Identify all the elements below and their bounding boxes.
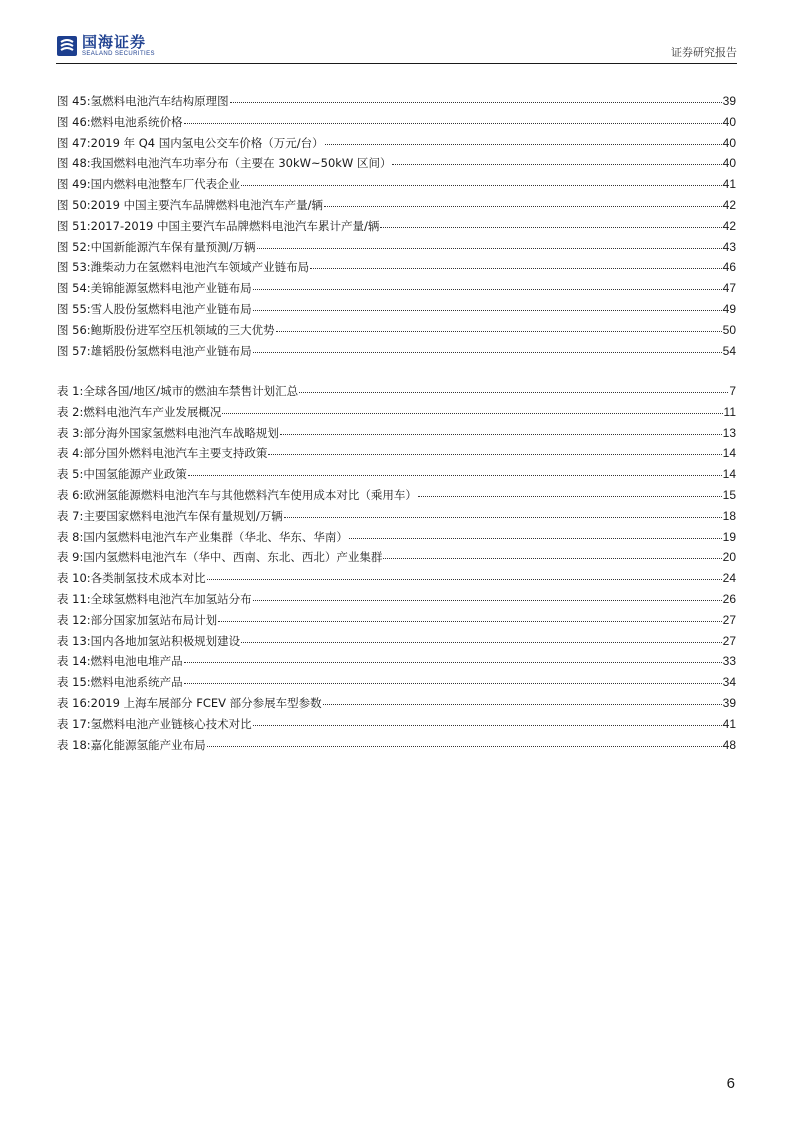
toc-entry-title: 氢燃料电池汽车结构原理图: [90, 94, 229, 108]
toc-entry-title: 2019 中国主要汽车品牌燃料电池汽车产量/辆: [90, 197, 323, 212]
table-toc-entry[interactable]: [57, 527, 736, 548]
toc-entry-title: 燃料电池汽车产业发展概况: [83, 404, 222, 419]
toc-entry-page: 47: [722, 281, 736, 296]
page-number: 6: [726, 1075, 735, 1092]
toc-entry-label: 图 50:: [57, 197, 91, 212]
toc-entry-page: 42: [722, 197, 736, 212]
table-toc-entry[interactable]: [57, 610, 736, 631]
dot-leader: [230, 101, 722, 103]
table-toc-entry[interactable]: [57, 714, 736, 735]
table-toc-entry[interactable]: [57, 423, 736, 444]
dot-leader: [268, 453, 721, 455]
toc-entry-title: 燃料电池系统产品: [90, 675, 183, 690]
table-toc-entry[interactable]: [57, 589, 736, 610]
toc-entry-title: 2019 上海车展部分 FCEV 部分参展车型参数: [90, 695, 322, 710]
toc-entry-title: 燃料电池电堆产品: [90, 654, 183, 669]
toc-entry-title: 鲍斯股份进军空压机领域的三大优势: [90, 322, 275, 337]
toc-entry-label: 图 53:: [57, 260, 91, 275]
dot-leader: [383, 557, 721, 559]
table-toc-entry[interactable]: [57, 506, 736, 527]
dot-leader: [299, 391, 728, 393]
dot-leader: [280, 433, 722, 435]
toc-entry-title: 主要国家燃料电池汽车保有量规划/万辆: [83, 508, 283, 523]
toc-entry-page: 15: [722, 487, 736, 502]
figure-toc-entry[interactable]: [57, 216, 736, 237]
dot-leader: [253, 351, 722, 353]
dot-leader: [241, 184, 721, 186]
figure-index-list: [57, 91, 736, 361]
table-toc-entry[interactable]: [57, 693, 736, 714]
toc-entry-label: 表 8:: [57, 529, 84, 544]
toc-entry-title: 国内氢燃料电池汽车产业集群（华北、华东、华南）: [83, 529, 348, 544]
toc-entry-title: 部分国外燃料电池汽车主要支持政策: [83, 446, 268, 461]
table-toc-entry[interactable]: [57, 402, 736, 423]
toc-entry-title: 部分海外国家氢燃料电池汽车战略规划: [83, 425, 279, 440]
toc-entry-title: 全球各国/地区/城市的燃油车禁售计划汇总: [83, 384, 299, 398]
toc-entry-label: 图 56:: [57, 322, 91, 337]
toc-entry-title: 国内各地加氢站积极规划建设: [90, 633, 241, 648]
toc-entry-page: 42: [722, 218, 736, 233]
figure-toc-entry[interactable]: [57, 91, 736, 112]
toc-entry-label: 图 51:: [57, 218, 91, 233]
figure-toc-entry[interactable]: [57, 257, 736, 278]
logo-english-name: SEALAND SECURITIES: [82, 51, 155, 57]
table-toc-entry[interactable]: [57, 672, 736, 693]
toc-entry-title: 国内氢燃料电池汽车（华中、西南、东北、西北）产业集群: [83, 550, 383, 565]
dot-leader: [253, 724, 722, 726]
dot-leader: [380, 226, 721, 228]
company-logo: [56, 34, 155, 58]
toc-entry-title: 潍柴动力在氢燃料电池汽车领域产业链布局: [90, 260, 310, 275]
dot-leader: [253, 309, 722, 311]
toc-entry-page: 50: [722, 322, 736, 337]
toc-entry-label: 表 14:: [57, 654, 91, 669]
table-index-list: [57, 381, 736, 755]
toc-entry-label: 图 49:: [57, 177, 91, 192]
figure-toc-entry[interactable]: [57, 341, 736, 362]
dot-leader: [222, 412, 722, 414]
toc-entry-label: 表 18:: [57, 737, 91, 752]
figure-toc-entry[interactable]: [57, 174, 736, 195]
toc-entry-title: 全球氢燃料电池汽车加氢站分布: [90, 591, 252, 606]
table-toc-entry[interactable]: [57, 547, 736, 568]
toc-entry-label: 表 2:: [57, 404, 84, 419]
toc-entry-page: 13: [722, 425, 736, 440]
figure-toc-entry[interactable]: [57, 299, 736, 320]
toc-entry-title: 燃料电池系统价格: [90, 114, 183, 129]
toc-entry-title: 2019 年 Q4 国内氢电公交车价格（万元/台）: [90, 135, 324, 150]
toc-entry-title: 雄韬股份氢燃料电池产业链布局: [90, 343, 252, 358]
toc-entry-label: 图 46:: [57, 114, 91, 129]
dot-leader: [218, 620, 721, 622]
toc-entry-page: 40: [722, 135, 736, 150]
logo-chinese-name: 国海证券: [82, 33, 147, 51]
dot-leader: [253, 288, 722, 290]
toc-entry-label: 表 16:: [57, 695, 91, 710]
dot-leader: [184, 122, 722, 124]
dot-leader: [184, 682, 722, 684]
figure-toc-entry[interactable]: [57, 320, 736, 341]
dot-leader: [310, 267, 721, 269]
dot-leader: [324, 205, 722, 207]
toc-entry-page: 14: [722, 446, 736, 461]
toc-entry-title: 部分国家加氢站布局计划: [90, 612, 218, 627]
toc-entry-page: 39: [722, 695, 736, 710]
toc-entry-label: 表 5:: [57, 467, 84, 482]
dot-leader: [323, 703, 722, 705]
toc-entry-title: 中国氢能源产业政策: [83, 467, 187, 482]
toc-entry-page: 27: [722, 612, 736, 627]
toc-entry-label: 表 12:: [57, 612, 91, 627]
table-toc-entry[interactable]: [57, 631, 736, 652]
report-type-label: 证券研究报告: [671, 46, 737, 59]
toc-entry-page: 24: [722, 571, 736, 586]
dot-leader: [418, 495, 722, 497]
toc-entry-title: 美锦能源氢燃料电池产业链布局: [90, 281, 252, 296]
toc-entry-page: 48: [722, 737, 736, 752]
figure-toc-entry[interactable]: [57, 278, 736, 299]
toc-entry-title: 各类制氢技术成本对比: [90, 571, 206, 586]
dot-leader: [284, 516, 722, 518]
toc-entry-page: 46: [722, 260, 736, 275]
toc-entry-page: 19: [722, 529, 736, 544]
toc-entry-title: 氢燃料电池产业链核心技术对比: [90, 716, 252, 731]
header-divider: [56, 63, 737, 64]
table-toc-entry[interactable]: [57, 568, 736, 589]
dot-leader: [392, 163, 721, 165]
toc-entry-label: 表 7:: [57, 508, 84, 523]
toc-entry-page: 41: [722, 177, 736, 192]
toc-entry-page: 20: [722, 550, 736, 565]
toc-entry-page: 43: [722, 239, 736, 254]
table-toc-entry[interactable]: [57, 443, 736, 464]
toc-entry-label: 表 13:: [57, 633, 91, 648]
table-toc-entry[interactable]: [57, 651, 736, 672]
dot-leader: [188, 474, 722, 476]
toc-entry-title: 雪人股份氢燃料电池产业链布局: [90, 301, 252, 316]
toc-entry-label: 表 9:: [57, 550, 84, 565]
toc-entry-page: 54: [722, 343, 736, 358]
toc-entry-label: 表 3:: [57, 425, 84, 440]
dot-leader: [241, 641, 721, 643]
figure-toc-entry[interactable]: [57, 195, 736, 216]
toc-entry-label: 图 47:: [57, 135, 91, 150]
toc-entry-page: 33: [722, 654, 736, 669]
toc-entry-label: 图 45:: [57, 94, 91, 108]
page-header: [0, 0, 793, 70]
dot-leader: [325, 143, 722, 145]
figure-toc-entry[interactable]: [57, 133, 736, 154]
table-toc-entry[interactable]: [57, 485, 736, 506]
toc-entry-label: 图 52:: [57, 239, 91, 254]
toc-entry-page: 49: [722, 301, 736, 316]
toc-entry-title: 国内燃料电池整车厂代表企业: [90, 177, 241, 192]
dot-leader: [257, 247, 722, 249]
toc-entry-title: 嘉化能源氢能产业布局: [90, 737, 206, 752]
toc-entry-title: 欧洲氢能源燃料电池汽车与其他燃料汽车使用成本对比（乘用车）: [83, 487, 417, 502]
toc-entry-page: 41: [722, 716, 736, 731]
figure-toc-entry[interactable]: [57, 112, 736, 133]
toc-entry-label: 图 57:: [57, 343, 91, 358]
toc-entry-label: 表 15:: [57, 675, 91, 690]
dot-leader: [276, 330, 722, 332]
dot-leader: [207, 745, 722, 747]
toc-entry-page: 39: [722, 94, 736, 108]
toc-entry-label: 表 4:: [57, 446, 84, 461]
toc-entry-label: 图 54:: [57, 281, 91, 296]
toc-entry-page: 40: [722, 114, 736, 129]
toc-entry-page: 7: [729, 384, 736, 398]
figure-toc-entry[interactable]: [57, 153, 736, 174]
toc-entry-title: 2017-2019 中国主要汽车品牌燃料电池汽车累计产量/辆: [90, 218, 380, 233]
figure-toc-entry[interactable]: [57, 237, 736, 258]
toc-entry-label: 表 1:: [57, 384, 84, 398]
dot-leader: [184, 661, 722, 663]
toc-entry-label: 表 17:: [57, 716, 91, 731]
sealand-logo-icon: [56, 34, 78, 58]
toc-entry-page: 27: [722, 633, 736, 648]
toc-entry-page: 14: [722, 467, 736, 482]
toc-entry-title: 我国燃料电池汽车功率分布（主要在 30kW~50kW 区间）: [90, 156, 392, 171]
toc-entry-page: 40: [722, 156, 736, 171]
dot-leader: [207, 578, 722, 580]
toc-entry-page: 34: [722, 675, 736, 690]
dot-leader: [349, 537, 722, 539]
toc-entry-label: 表 6:: [57, 487, 84, 502]
table-toc-entry[interactable]: [57, 381, 736, 402]
toc-entry-page: 11: [723, 404, 736, 419]
toc-entry-label: 表 11:: [57, 591, 91, 606]
toc-entry-label: 图 48:: [57, 156, 91, 171]
table-toc-entry[interactable]: [57, 735, 736, 756]
table-toc-entry[interactable]: [57, 464, 736, 485]
dot-leader: [253, 599, 722, 601]
toc-entry-page: 26: [722, 591, 736, 606]
toc-entry-title: 中国新能源汽车保有量预测/万辆: [90, 239, 256, 254]
toc-entry-label: 图 55:: [57, 301, 91, 316]
toc-entry-label: 表 10:: [57, 571, 91, 586]
toc-entry-page: 18: [722, 508, 736, 523]
